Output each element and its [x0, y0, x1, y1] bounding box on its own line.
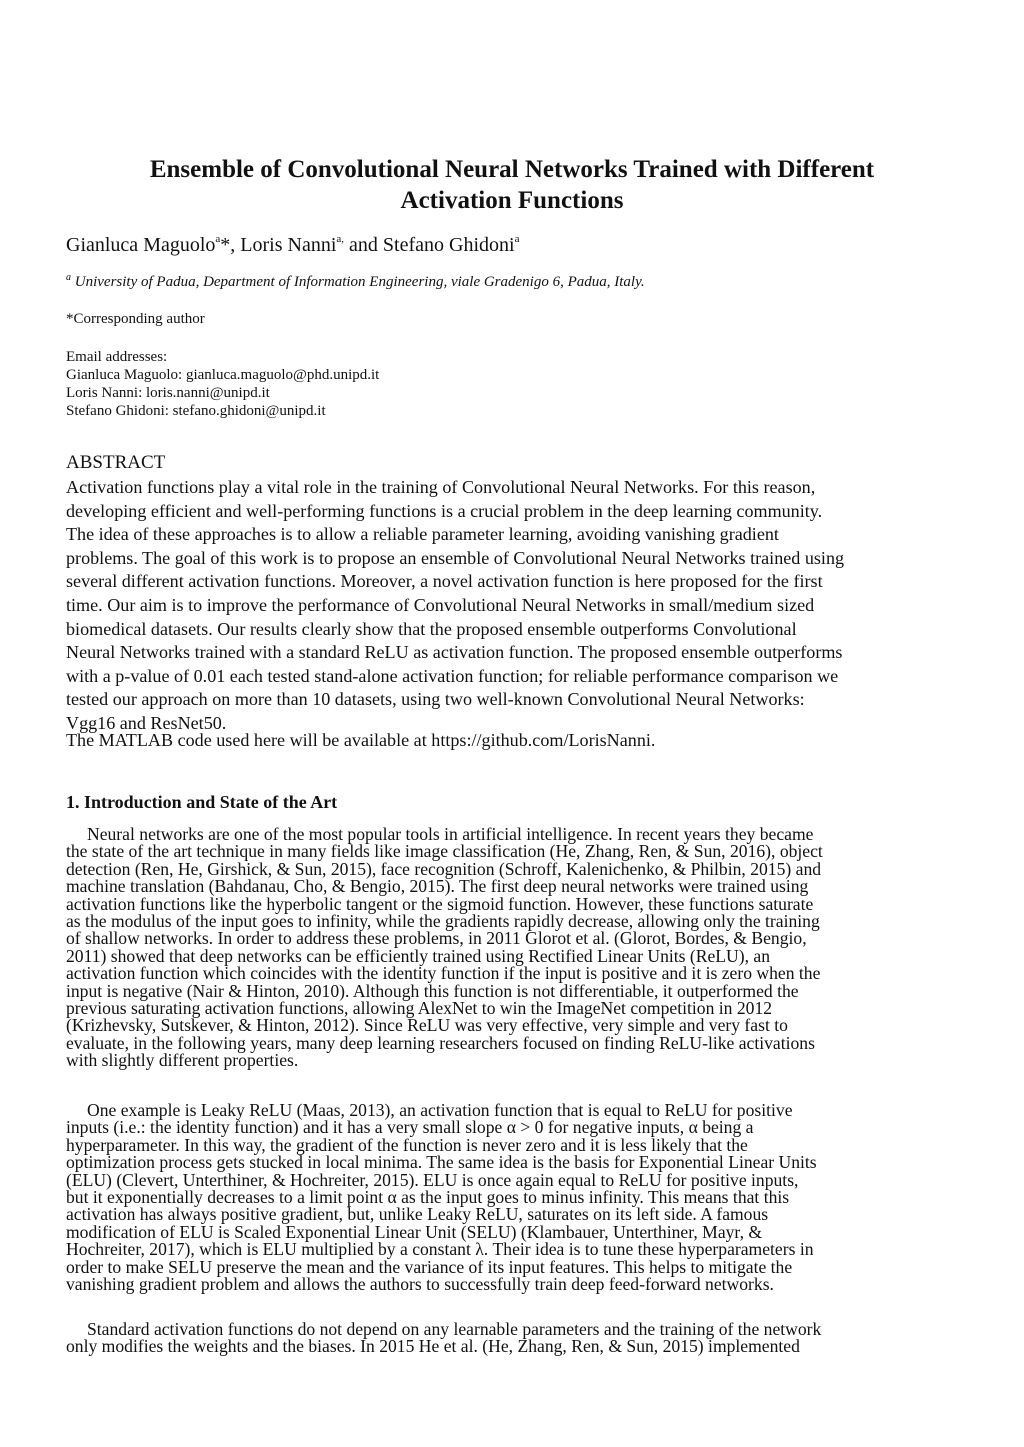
paper-title [66, 154, 958, 216]
paragraph-line: the state of the art technique in many fields like image classification (He, Zhang, Ren, & Sun, 2016), object [66, 841, 823, 862]
paragraph-line: Hochreiter, 2017), which is ELU multiplied by a constant λ. Their idea is to tune these hyperparameters in [66, 1239, 814, 1260]
abstract-line: time. Our aim is to improve the performance of Convolutional Neural Networks in small/medium sized [66, 594, 815, 615]
affiliation-marker: a, [336, 233, 345, 245]
code-availability-line: The MATLAB code used here will be available at https://github.com/LorisNanni. [66, 729, 656, 750]
paragraph-line: 2011) showed that deep networks can be efficiently trained using Rectified Linear Units (ReLU), an [66, 945, 771, 966]
email-line: Stefano Ghidoni: stefano.ghidoni@unipd.it [66, 403, 326, 419]
abstract-line: several different activation functions. Moreover, a novel activation function is here proposed for the first [66, 571, 823, 592]
abstract-line: with a p-value of 0.01 each tested stand-alone activation function; for reliable performance comparison we [66, 665, 839, 686]
affiliation [66, 272, 645, 292]
paragraph-line: (Krizhevsky, Sutskever, & Hinton, 2012). Since ReLU was very effective, very simple and very fast to [66, 1015, 788, 1036]
paragraph-line: activation functions like the hyperbolic tangent or the sigmoid function. However, these functions saturate [66, 893, 814, 914]
paragraph-line: activation function which coincides with the identity function if the input is positive and it is zero when the [66, 963, 821, 984]
paragraph-line: evaluate, in the following years, many deep learning researchers focused on finding ReLU-like activations [66, 1032, 815, 1053]
paragraph-line: Standard activation functions do not depend on any learnable parameters and the training of the network [87, 1319, 822, 1339]
paragraph-line: vanishing gradient problem and allows the authors to successfully train deep feed-forward networks. [66, 1274, 774, 1295]
corresponding-author-note: *Corresponding author [66, 311, 205, 327]
title-line: Ensemble of Convolutional Neural Networks Trained with Different [149, 156, 875, 183]
author-list [66, 232, 519, 258]
affiliation-marker: a [514, 233, 520, 245]
abstract-line: problems. The goal of this work is to propose an ensemble of Convolutional Neural Networks trained using [66, 547, 845, 568]
author-name: and Stefano Ghidoni [344, 234, 515, 256]
paragraph-line: with slightly different properties. [66, 1050, 299, 1071]
paragraph-line: only modifies the weights and the biases. In 2015 He et al. (He, Zhang, Ren, & Sun, 2015) implemented [66, 1336, 800, 1357]
paragraph-line: One example is Leaky ReLU (Maas, 2013), an activation function that is equal to ReLU for positive [87, 1100, 793, 1120]
abstract-line: developing efficient and well-performing functions is a crucial problem in the deep learning community. [66, 500, 823, 521]
affiliation-text: University of Padua, Department of Information Engineering, viale Gradenigo 6, Padua, Italy. [71, 274, 645, 290]
abstract-line: Activation functions play a vital role in the training of Convolutional Neural Networks. For this reason, [66, 477, 816, 497]
paragraph-line: modification of ELU is Scaled Exponential Linear Unit (SELU) (Klambauer, Unterthiner, Mayr, & [66, 1221, 763, 1242]
email-line: Gianluca Maguolo: gianluca.maguolo@phd.unipd.it [66, 367, 380, 383]
affiliation-marker: a [215, 233, 221, 245]
section-heading: 1. Introduction and State of the Art [66, 792, 338, 812]
paragraph-line: but it exponentially decreases to a limit point α as the input goes to minus infinity. This means that this [66, 1187, 790, 1208]
corresponding-marker: *, [220, 234, 241, 256]
author-name: Loris Nanni [240, 234, 337, 256]
author-name: Gianluca Maguolo [66, 234, 216, 256]
paragraph-line: of shallow networks. In order to address these problems, in 2011 Glorot et al. (Glorot, Bordes, & Bengio, [66, 928, 807, 949]
paragraph-line: order to make SELU preserve the mean and the variance of its input features. This helps to mitigate the [66, 1256, 793, 1277]
abstract-body [66, 476, 958, 752]
paragraph-activations [66, 1102, 958, 1293]
paragraph-line: detection (Ren, He, Girshick, & Sun, 2015), face recognition (Schroff, Kalenichenko, & Philbin, 2015) and [66, 858, 822, 879]
email-block [66, 348, 379, 420]
paragraph-line: inputs (i.e.: the identity function) and it has a very small slope α > 0 for negative inputs, α being a [66, 1117, 754, 1138]
email-line: Loris Nanni: loris.nanni@unipd.it [66, 385, 270, 401]
paragraph-line: input is negative (Nair & Hinton, 2010). Although this function is not differentiable, it outperformed the [66, 980, 799, 1001]
abstract-line: Neural Networks trained with a standard ReLU as activation function. The proposed ensemble outperforms [66, 642, 843, 663]
abstract-line: tested our approach on more than 10 datasets, using two well-known Convolutional Neural Networks: [66, 689, 805, 710]
title-line: Activation Functions [400, 187, 624, 214]
paragraph-line: activation has always positive gradient, but, unlike Leaky ReLU, saturates on its left side. A famous [66, 1204, 769, 1225]
abstract-heading: ABSTRACT [66, 452, 166, 473]
paragraph-learnable [66, 1321, 958, 1356]
abstract-line: Vgg16 and ResNet50. [66, 712, 227, 733]
paragraph-line: hyperparameter. In this way, the gradient of the function is never zero and it is less likely that the [66, 1134, 748, 1155]
paragraph-line: previous saturating activation functions, allowing AlexNet to win the ImageNet competition in 2012 [66, 998, 773, 1019]
paragraph-intro [66, 826, 958, 1070]
paragraph-line: Neural networks are one of the most popular tools in artificial intelligence. In recent years they became [87, 824, 814, 844]
affiliation-marker: a [66, 272, 71, 283]
abstract-line: The idea of these approaches is to allow a reliable parameter learning, avoiding vanishing gradient [66, 524, 779, 545]
paragraph-line: as the modulus of the input goes to infinity, while the gradients rapidly decrease, allowing only the training [66, 911, 820, 932]
abstract-line: biomedical datasets. Our results clearly show that the proposed ensemble outperforms Convolutional [66, 618, 797, 639]
email-heading: Email addresses: [66, 349, 168, 365]
paragraph-line: (ELU) (Clevert, Unterthiner, & Hochreiter, 2015). ELU is once again equal to ReLU for positive inputs, [66, 1169, 799, 1190]
paragraph-line: optimization process gets stucked in local minima. The same idea is the basis for Exponential Linear Units [66, 1152, 817, 1173]
paragraph-line: machine translation (Bahdanau, Cho, & Bengio, 2015). The first deep neural networks were trained using [66, 876, 809, 897]
